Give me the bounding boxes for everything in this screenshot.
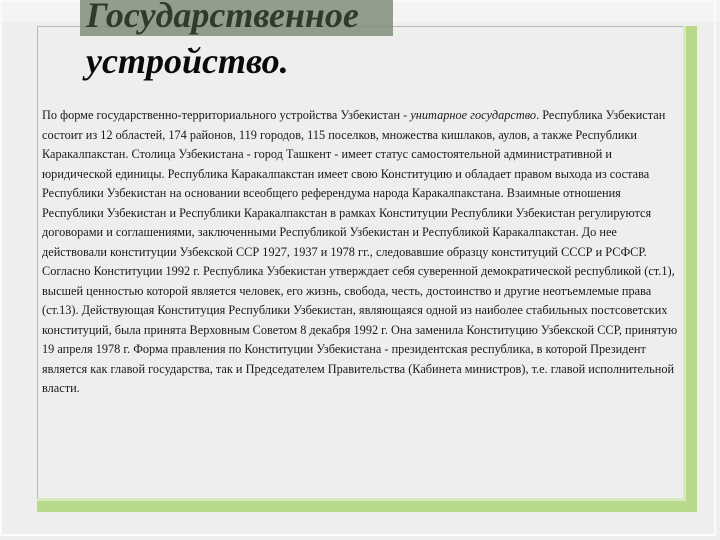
paragraph-2: Согласно Конституции 1992 г. Республика Узбекистан утверждает себя суверенной демократической республикой (ст.1), высшей ценностью которой является человек, его жизнь, свобода, честь, достоинство и другие неотъемлемые права (ст.13). Действующая Конституция Республики Узбекистан, являющаяся одной из наиболее стабильных постсоветских конституций, была принята Верховным Советом 8 декабря 1992 г. Она заменила Конституцию Узбекской ССР, принятую 19 апреля 1978 г. Форма правления по Конституции Узбекистана - президентская республика, в которой Президент является как главой государства, так и Председателем Правительства (Кабинета министров), т.е. главой исполнительной власти. <box>42 264 678 395</box>
paragraph-1 <box>42 106 682 262</box>
accent-right <box>686 26 697 512</box>
title-line-1: Государственное <box>86 0 359 35</box>
slide-title <box>86 0 646 84</box>
paragraph-1-rest: . Республика Узбекистан состоит из 12 областей, 174 районов, 119 городов, 115 поселков, множества кишлаков, аулов, а также Республики Каракалпакстан. Столица Узбекистана - город Ташкент - имеет статус самостоятельной административной и юридической единицы. Республика Каракалпакстан имеет свою Конституцию и обладает правом выхода из состава Республики Узбекистан на основании всеобщего референдума народа Каракалпакстана. Взаимные отношения Республики Узбекистан и Республики Каракалпакстан в рамках Конституции Республики Узбекистан регулируются договорами и соглашениями, заключенными Республикой Узбекистан и Республикой Каракалпакстан. До нее действовали конституции Узбекской ССР 1927, 1937 и 1978 гг., следовавшие образцу конституций СССР и РСФСР. <box>42 108 666 259</box>
title-line-2: устройство. <box>86 41 289 81</box>
paragraph-1-term: унитарное государство <box>410 108 537 122</box>
slide-body <box>42 106 682 399</box>
paragraph-1-start: По форме государственно-территориального устройства Узбекистан - <box>42 108 411 122</box>
accent-bottom <box>37 501 697 512</box>
